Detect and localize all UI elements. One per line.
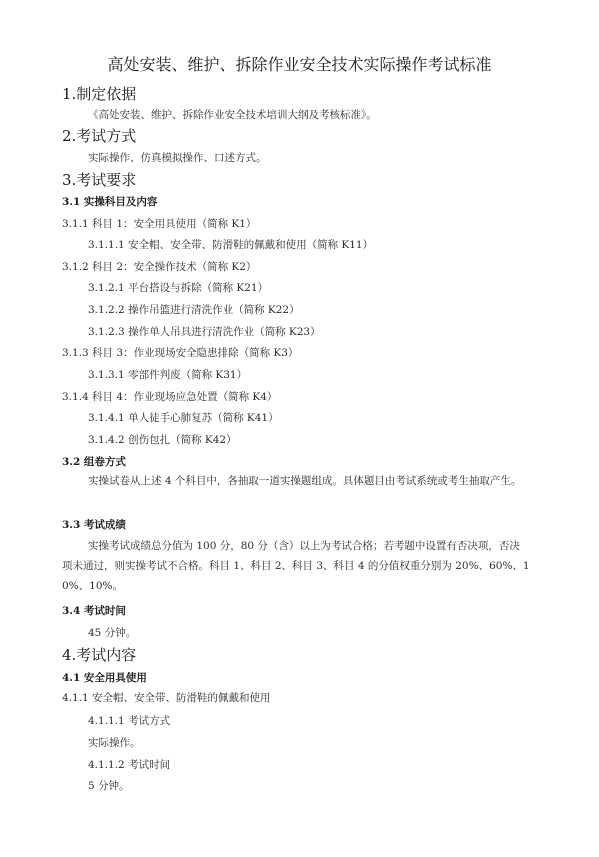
- section-4-1-heading: 4.1 安全用具使用: [62, 672, 147, 684]
- subject-k41: 3.1.4.1 单人徒手心肺复苏（简称 K41）: [88, 412, 279, 424]
- subject-k11: 3.1.1.1 安全帽、安全带、防滑鞋的佩戴和使用（简称 K11）: [88, 239, 374, 251]
- subject-k31: 3.1.3.1 零部件判废（简称 K31）: [88, 369, 248, 381]
- subject-k4: 3.1.4 科目 4：作业现场应急处置（简称 K4）: [62, 391, 278, 403]
- subject-k42: 3.1.4.2 创伤包扎（简称 K42）: [88, 434, 237, 446]
- subject-k3: 3.1.3 科目 3：作业现场安全隐患排除（简称 K3）: [62, 347, 299, 359]
- section-3-1-heading: 3.1 实操科目及内容: [62, 196, 158, 208]
- section-3-2-heading: 3.2 组卷方式: [62, 456, 126, 468]
- section-3-3-heading: 3.3 考试成绩: [62, 519, 126, 531]
- subject-k22: 3.1.2.2 操作吊篮进行清洗作业（简称 K22）: [88, 304, 300, 316]
- section-1-heading: 1.制定依据: [62, 85, 137, 103]
- section-2-text: 实际操作、仿真模拟操作、口述方式。: [88, 152, 267, 164]
- section-4-1-1-2-text: 5 分钟。: [88, 780, 130, 792]
- section-3-4-text: 45 分钟。: [88, 627, 137, 639]
- document-title: 高处安装、维护、拆除作业安全技术实际操作考试标准: [107, 55, 492, 74]
- subject-k2: 3.1.2 科目 2：安全操作技术（简称 K2）: [62, 261, 257, 273]
- section-3-4-heading: 3.4 考试时间: [62, 605, 126, 617]
- section-4-1-1-2-heading: 4.1.1.2 考试时间: [88, 759, 171, 771]
- subject-k1: 3.1.1 科目 1：安全用具使用（简称 K1）: [62, 218, 257, 230]
- section-3-heading: 3.考试要求: [62, 171, 137, 189]
- section-4-heading: 4.考试内容: [62, 646, 137, 664]
- section-3-3-text: 实操考试成绩总分值为 100 分，80 分（含）以上为考试合格；若考题中设置有否决项，否决项未通过，则实操考试不合格。科目 1、科目 2、科目 3、科目 4 的分值权重分别为 20%、60%、10%、10%。: [62, 540, 530, 592]
- section-2-heading: 2.考试方式: [62, 127, 137, 145]
- section-3-2-text: 实操试卷从上述 4 个科目中，各抽取一道实操题组成。具体题目由考试系统或考生抽取产生。: [88, 475, 522, 487]
- section-4-1-1-1-heading: 4.1.1.1 考试方式: [88, 715, 171, 727]
- section-4-1-1-1-text: 实际操作。: [88, 737, 141, 749]
- section-4-1-1-item: 4.1.1 安全帽、安全带、防滑鞋的佩戴和使用: [62, 692, 271, 704]
- subject-k21: 3.1.2.1 平台搭设与拆除（简称 K21）: [88, 282, 269, 294]
- section-1-text: 《高处安装、维护、拆除作业安全技术培训大纲及考核标准》。: [88, 109, 377, 121]
- subject-k23: 3.1.2.3 操作单人吊具进行清洗作业（简称 K23）: [88, 326, 321, 338]
